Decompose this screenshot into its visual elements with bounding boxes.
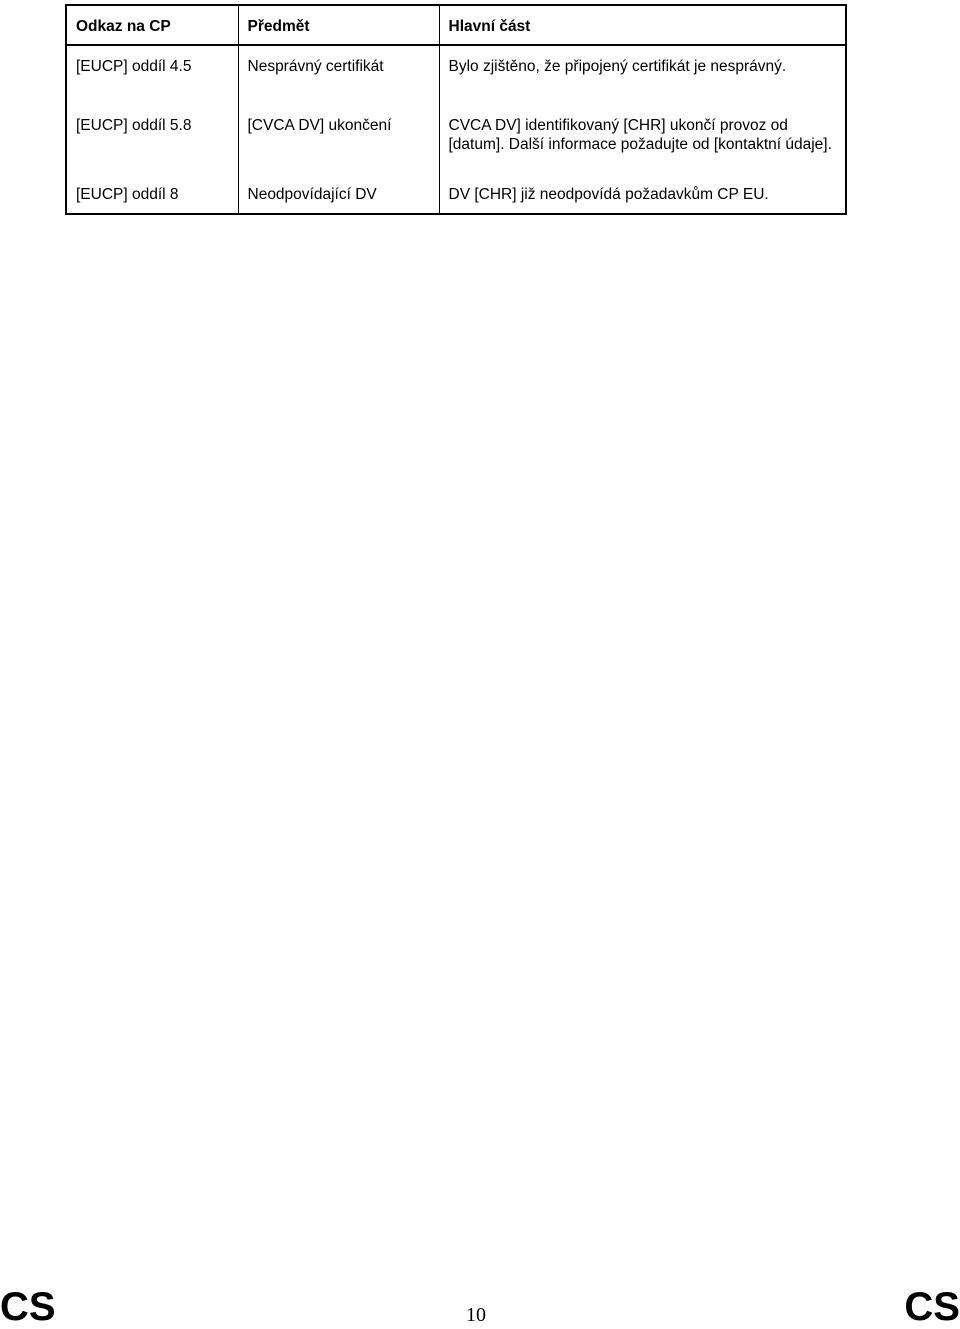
cell-subject: Nesprávný certifikát [238, 45, 439, 108]
header-main-part: Hlavní část [439, 5, 846, 45]
footer-page-number: 10 [466, 1304, 486, 1326]
table-row [66, 108, 846, 176]
footer-language-code-left: CS [0, 1285, 56, 1329]
footer-language-code-right: CS [904, 1285, 960, 1329]
cell-subject: Neodpovídající DV [238, 176, 439, 214]
cp-reference-table [65, 4, 847, 215]
cell-main-part: CVCA DV] identifikovaný [CHR] ukončí provoz od [datum]. Další informace požadujte od [kontaktní údaje]. [439, 108, 846, 176]
cell-subject: [CVCA DV] ukončení [238, 108, 439, 176]
cell-cp-reference: [EUCP] oddíl 8 [66, 176, 238, 214]
cell-cp-reference: [EUCP] oddíl 5.8 [66, 108, 238, 176]
header-subject: Předmět [238, 5, 439, 45]
table-row [66, 176, 846, 214]
cell-cp-reference: [EUCP] oddíl 4.5 [66, 45, 238, 108]
table-row [66, 45, 846, 108]
table-header-row [66, 5, 846, 45]
cell-main-part: Bylo zjištěno, že připojený certifikát je nesprávný. [439, 45, 846, 108]
cell-main-part: DV [CHR] již neodpovídá požadavkům CP EU. [439, 176, 846, 214]
header-cp-reference: Odkaz na CP [66, 5, 238, 45]
